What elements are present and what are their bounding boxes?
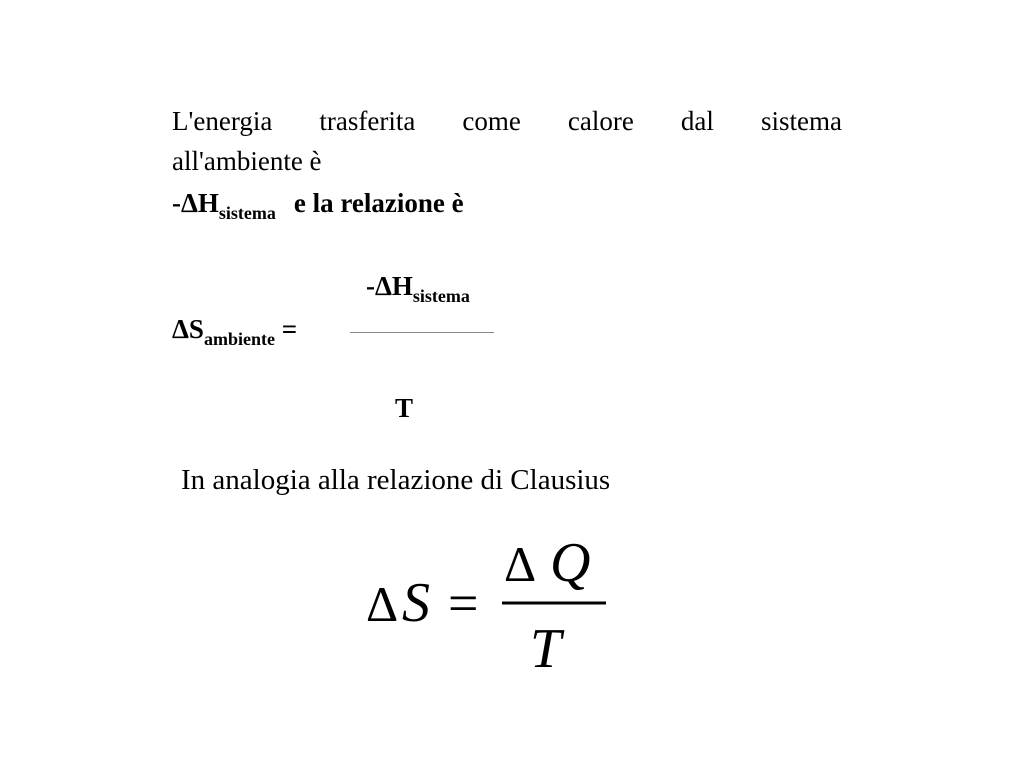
fraction-bar [350, 332, 494, 333]
intro-word: trasferita [319, 106, 416, 136]
numerator-subscript: sistema [412, 286, 470, 306]
relation-text: e la relazione è [293, 188, 464, 218]
fraction-numerator [366, 268, 470, 314]
clausius-formula [366, 535, 626, 675]
formula-den-var: T [530, 618, 562, 675]
intro-word: come [462, 106, 521, 136]
intro-line-3 [172, 185, 464, 231]
intro-word: calore [567, 106, 634, 136]
lhs-subscript: ambiente [203, 329, 275, 349]
delta-h-symbol: -ΔH [172, 188, 219, 218]
intro-word: dal [680, 106, 714, 136]
intro-word: sistema [760, 106, 842, 136]
formula-equals: = [448, 573, 479, 633]
delta-h-subscript: sistema [218, 203, 276, 223]
lhs-main: ΔS [172, 314, 204, 344]
clausius-formula-svg [366, 535, 626, 675]
formula-num-var: Q [550, 535, 591, 594]
intro-line-2: all'ambiente è [172, 146, 322, 176]
fraction-lhs [172, 311, 297, 357]
intro-line-1 [172, 105, 842, 137]
numerator-main: -ΔH [366, 271, 413, 301]
intro-word: L'energia [172, 106, 273, 136]
formula-delta: Δ [366, 576, 399, 632]
formula-lhs-var: S [402, 572, 430, 634]
fraction-denominator: T [395, 393, 414, 423]
clausius-caption: In analogia alla relazione di Clausius [181, 464, 611, 496]
formula-num-delta: Δ [504, 536, 537, 592]
lhs-equals: = [281, 314, 298, 344]
